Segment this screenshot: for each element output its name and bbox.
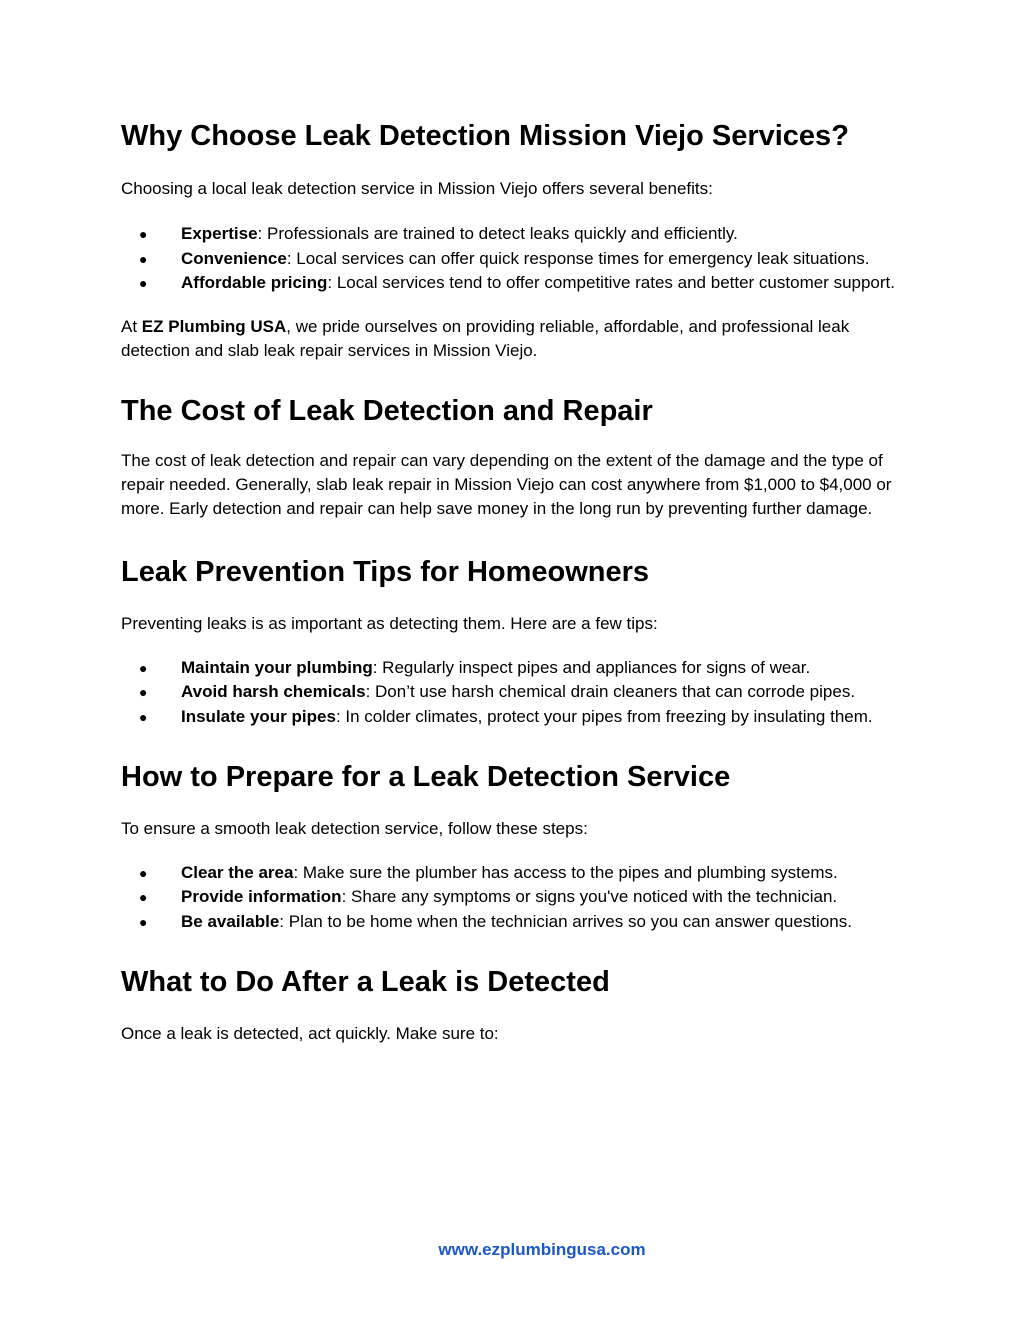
bullet-icon: ● (139, 889, 148, 906)
section-intro: To ensure a smooth leak detection service, follow these steps: (121, 818, 588, 838)
section-cost (121, 391, 901, 522)
bullet-icon: ● (139, 913, 148, 930)
bullet-icon: ● (139, 865, 148, 882)
document-page (121, 116, 901, 1046)
list-item: ● Expertise: Professionals are trained to detect leaks quickly and efficiently. (121, 222, 901, 246)
section-why-choose (121, 116, 901, 364)
section-heading: How to Prepare for a Leak Detection Service (121, 760, 731, 793)
list-item: ● Clear the area: Make sure the plumber has access to the pipes and plumbing systems. (121, 861, 901, 885)
section-heading: Leak Prevention Tips for Homeowners (121, 555, 650, 588)
section-body: The cost of leak detection and repair can vary depending on the extent of the damage and the type of repair needed. Generally, slab leak repair in Mission Viejo can cost anywhere from $1,000 to $4,000 or more. Early detection and repair can help save money in the long run by preventing further damage. (121, 450, 892, 519)
footer-website-link[interactable]: www.ezplumbingusa.com (438, 1240, 646, 1259)
benefits-list (121, 222, 901, 295)
list-item: ● Provide information: Share any symptoms or signs you've noticed with the technician. (121, 885, 901, 909)
list-item: ● Affordable pricing: Local services tend to offer competitive rates and better customer support. (121, 271, 901, 295)
bullet-icon: ● (139, 708, 148, 725)
section-heading: What to Do After a Leak is Detected (121, 966, 610, 999)
bullet-icon: ● (139, 659, 148, 676)
section-after-detection (121, 962, 901, 1046)
list-item: ● Maintain your plumbing: Regularly inspect pipes and appliances for signs of wear. (121, 656, 901, 680)
bullet-icon: ● (139, 250, 148, 267)
section-heading: The Cost of Leak Detection and Repair (121, 394, 653, 427)
tips-list (121, 656, 901, 729)
section-intro: Once a leak is detected, act quickly. Make sure to: (121, 1024, 499, 1044)
section-prepare (121, 757, 901, 934)
section-intro: Preventing leaks is as important as detecting them. Here are a few tips: (121, 613, 658, 633)
section-intro: Choosing a local leak detection service in Mission Viejo offers several benefits: (121, 179, 713, 198)
section-outro: At EZ Plumbing USA, we pride ourselves on providing reliable, affordable, and professional leak detection and slab leak repair services in Mission Viejo. (121, 317, 850, 361)
bullet-icon: ● (139, 226, 148, 243)
list-item: ● Be available: Plan to be home when the technician arrives so you can answer questions. (121, 910, 901, 934)
list-item: ● Avoid harsh chemicals: Don’t use harsh chemical drain cleaners that can corrode pipes. (121, 680, 901, 704)
section-prevention-tips (121, 552, 901, 729)
section-heading: Why Choose Leak Detection Mission Viejo Services? (121, 120, 849, 152)
list-item: ● Insulate your pipes: In colder climates, protect your pipes from freezing by insulating them. (121, 705, 901, 729)
list-item: ● Convenience: Local services can offer quick response times for emergency leak situations. (121, 247, 901, 271)
bullet-icon: ● (139, 274, 148, 291)
steps-list (121, 861, 901, 934)
bullet-icon: ● (139, 684, 148, 701)
